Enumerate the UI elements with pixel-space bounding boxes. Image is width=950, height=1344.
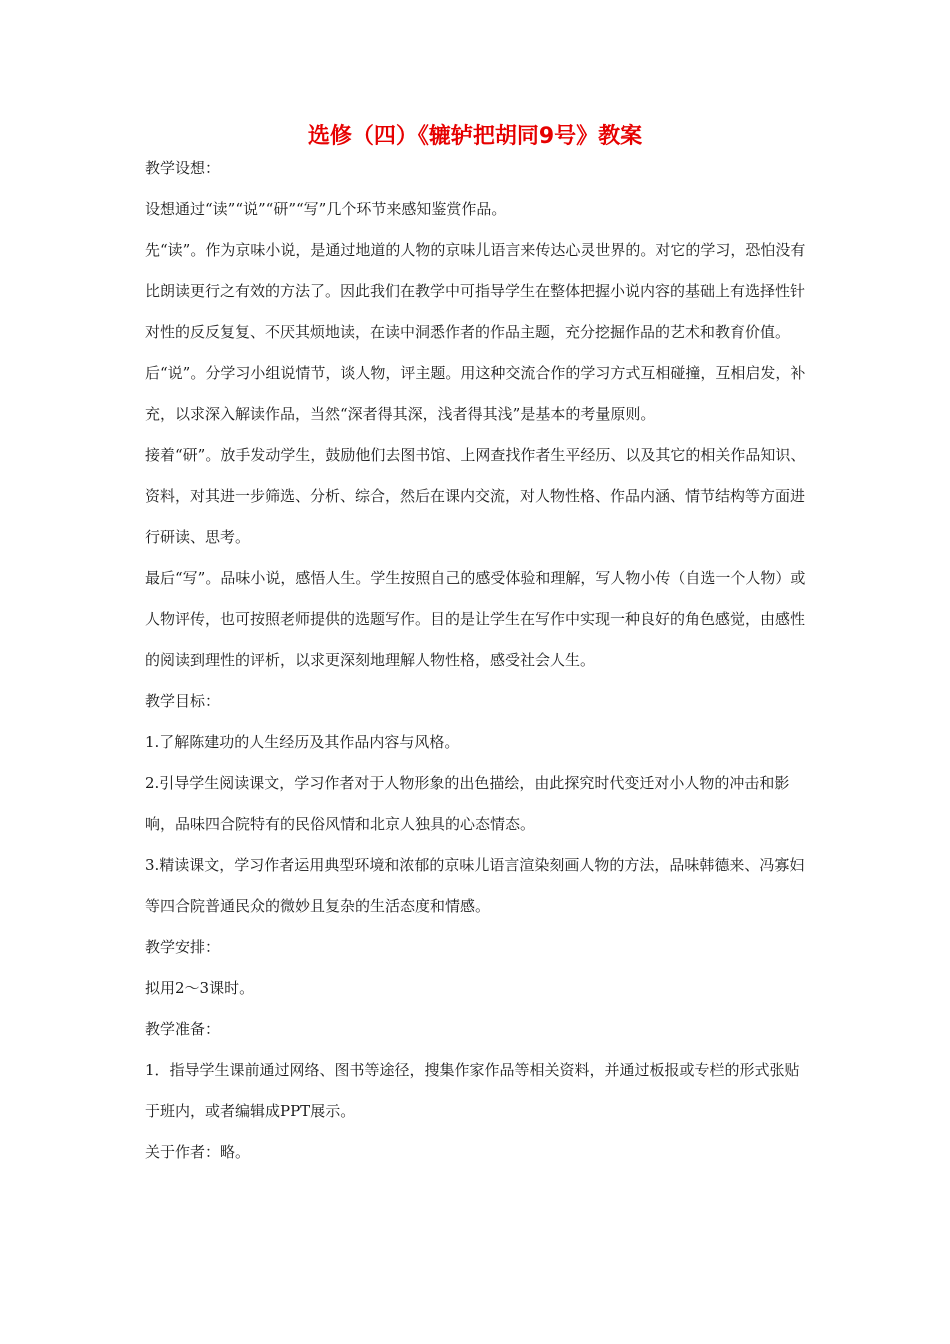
paragraph-write: 最后“写”。品味小说，感悟人生。学生按照自己的感受体验和理解，写人物小传（自选一个人物）或人物评传，也可按照老师提供的选题写作。目的是让学生在写作中实现一种良好的角色感觉，由感性的阅读到理性的评析，以求更深刻地理解人物性格，感受社会人生。 [145, 569, 806, 669]
paragraph-heading-preparation: 教学准备： [145, 1020, 221, 1038]
document-title: 选修（四）《辘轳把胡同9号》教案 [307, 124, 643, 149]
paragraph-heading-schedule: 教学安排： [145, 938, 221, 956]
paragraph-goal-3: 3.精读课文，学习作者运用典型环境和浓郁的京味儿语言渲染刻画人物的方法，品味韩德来、冯寡妇等四合院普通民众的微妙且复杂的生活态度和情感。 [145, 856, 805, 915]
paragraph-heading-teaching-concept: 教学设想： [145, 159, 221, 177]
paragraph-say: 后“说”。分学习小组说情节，谈人物，评主题。用这种交流合作的学习方式互相碰撞，互相启发，补充，以求深入解读作品，当然“深者得其深，浅者得其浅”是基本的考量原则。 [145, 364, 806, 423]
paragraph-schedule: 拟用2～3课时。 [145, 979, 255, 997]
paragraph-heading-goals: 教学目标： [145, 692, 221, 710]
paragraph-read: 先“读”。作为京味小说，是通过地道的人物的京味儿语言来传达心灵世界的。对它的学习，恐怕没有比朗读更行之有效的方法了。因此我们在教学中可指导学生在整体把握小说内容的基础上有选择性针对性的反反复复、不厌其烦地读，在读中洞悉作者的作品主题，充分挖掘作品的艺术和教育价值。 [145, 241, 806, 341]
paragraph-goal-1: 1.了解陈建功的人生经历及其作品内容与风格。 [145, 733, 460, 751]
paragraph-preparation-1: 1．指导学生课前通过网络、图书等途径，搜集作家作品等相关资料，并通过板报或专栏的形式张贴于班内，或者编辑成PPT展示。 [145, 1061, 800, 1120]
paragraph-concept-summary: 设想通过“读”“说”“研”“写”几个环节来感知鉴赏作品。 [145, 200, 507, 218]
paragraph-about-author: 关于作者：略。 [145, 1143, 251, 1161]
paragraph-goal-2: 2.引导学生阅读课文，学习作者对于人物形象的出色描绘，由此探究时代变迁对小人物的冲击和影响，品味四合院特有的民俗风情和北京人独具的心态情态。 [145, 774, 790, 833]
paragraph-research: 接着“研”。放手发动学生，鼓励他们去图书馆、上网查找作者生平经历、以及其它的相关作品知识、资料，对其进一步筛选、分析、综合，然后在课内交流，对人物性格、作品内涵、情节结构等方面进行研读、思考。 [145, 446, 806, 546]
document-body [145, 148, 810, 1173]
